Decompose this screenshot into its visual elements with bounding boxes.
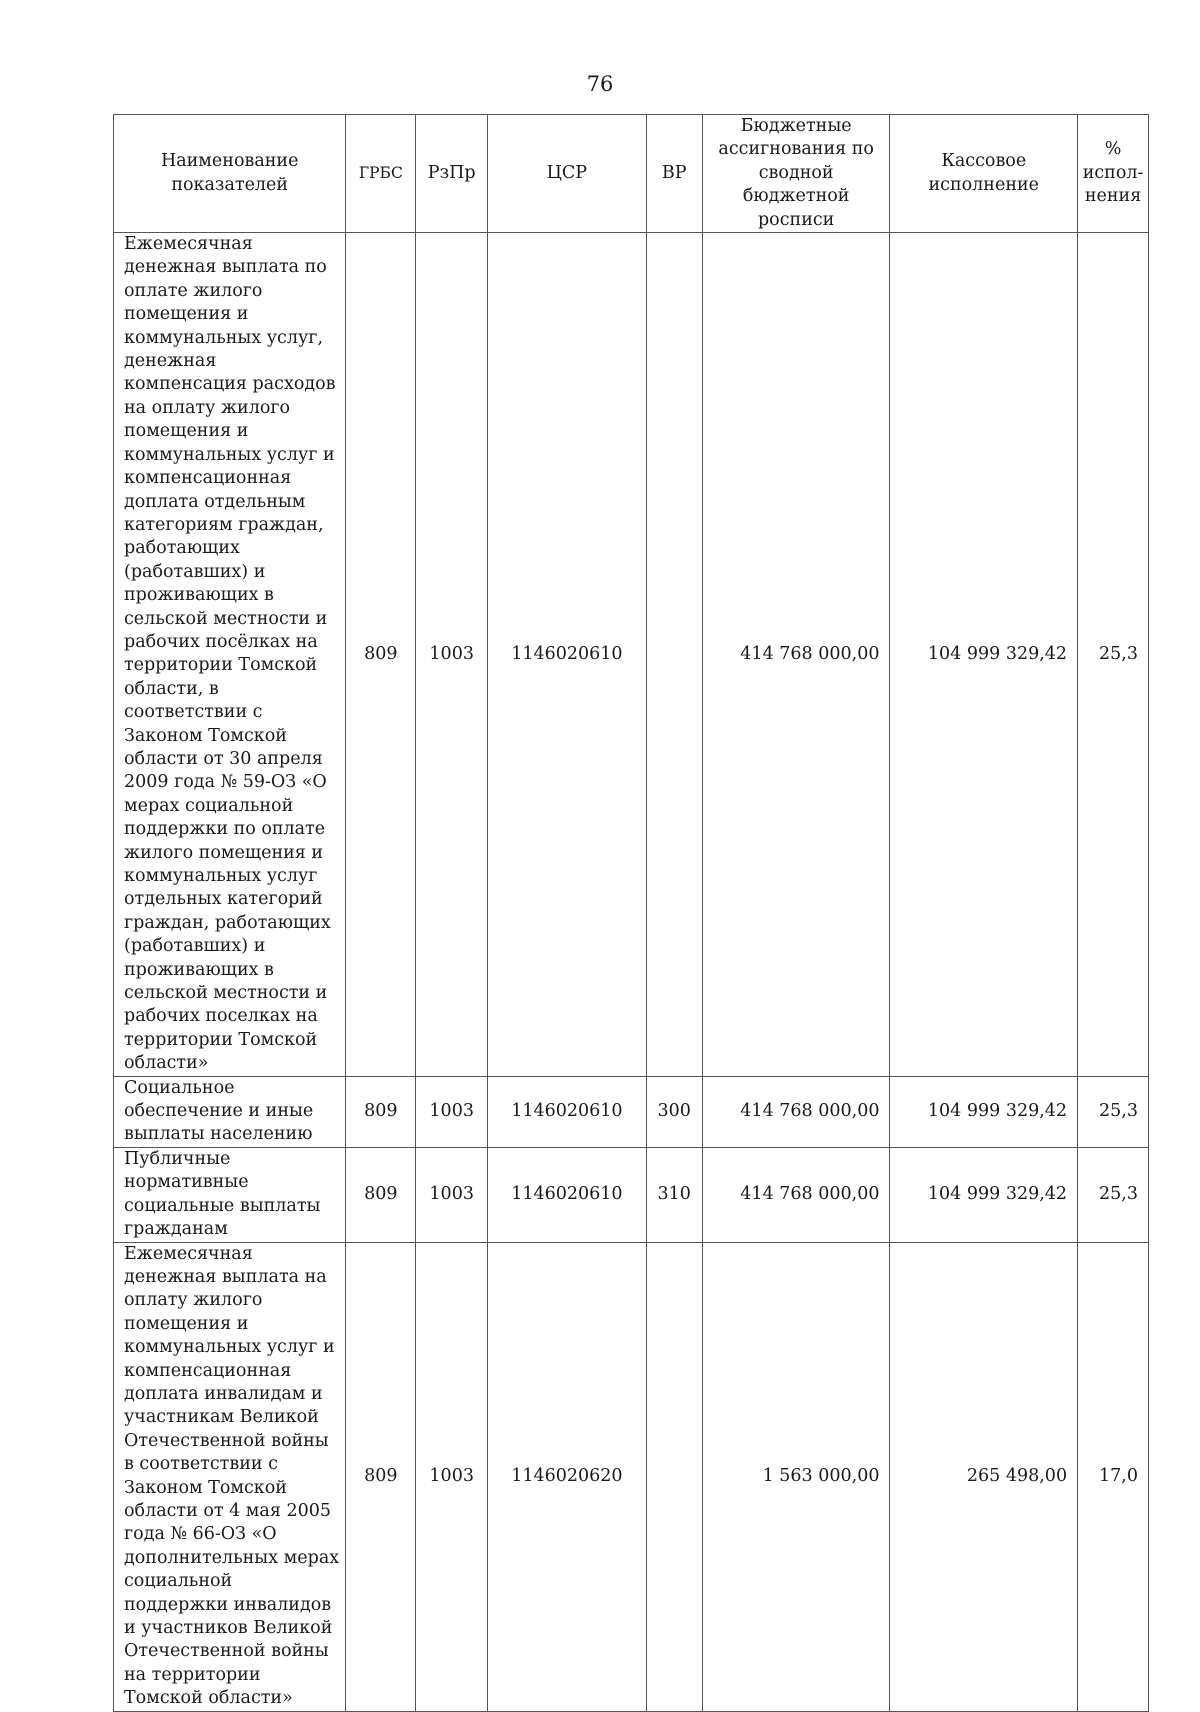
table-row xyxy=(114,233,1149,1077)
row-cash-execution: 104 999 329,42 xyxy=(890,233,1078,1077)
row-csr: 1146020610 xyxy=(488,1147,646,1242)
row-vr: 300 xyxy=(646,1076,702,1147)
row-cash-execution: 265 498,00 xyxy=(890,1242,1078,1711)
row-assignments: 414 768 000,00 xyxy=(702,1076,890,1147)
header-assignments: Бюджетные ассигнования по сводной бюджетной росписи xyxy=(702,115,890,233)
row-percent: 17,0 xyxy=(1078,1242,1149,1711)
row-assignments: 1 563 000,00 xyxy=(702,1242,890,1711)
table-row xyxy=(114,1076,1149,1147)
row-name: Публичные нормативные социальные выплаты гражданам xyxy=(114,1147,346,1242)
row-name: Ежемесячная денежная выплата на оплату жилого помещения и коммунальных услуг и компенсационная доплата инвалидам и участникам Великой Отечественной войны в соответствии с Законом Томской области от 4 мая 2005 года № 66-ОЗ «О дополнительных мерах социальной поддержки инвалидов и участников Великой Отечественной войны на территории Томской области» xyxy=(114,1242,346,1711)
header-vr: ВР xyxy=(646,115,702,233)
row-percent: 25,3 xyxy=(1078,1076,1149,1147)
row-rzpr: 1003 xyxy=(416,1147,488,1242)
header-cash-execution: Кассовое исполнение xyxy=(890,115,1078,233)
row-vr: 310 xyxy=(646,1147,702,1242)
row-csr: 1146020620 xyxy=(488,1242,646,1711)
row-cash-execution: 104 999 329,42 xyxy=(890,1076,1078,1147)
row-percent: 25,3 xyxy=(1078,1147,1149,1242)
row-percent: 25,3 xyxy=(1078,233,1149,1077)
header-name: Наименование показателей xyxy=(114,115,346,233)
row-csr: 1146020610 xyxy=(488,233,646,1077)
row-name: Социальное обеспечение и иные выплаты населению xyxy=(114,1076,346,1147)
row-grbs: 809 xyxy=(346,1147,416,1242)
row-assignments: 414 768 000,00 xyxy=(702,1147,890,1242)
row-rzpr: 1003 xyxy=(416,1242,488,1711)
row-grbs: 809 xyxy=(346,1076,416,1147)
row-cash-execution: 104 999 329,42 xyxy=(890,1147,1078,1242)
header-percent-execution: % испол-нения xyxy=(1078,115,1149,233)
row-rzpr: 1003 xyxy=(416,233,488,1077)
header-rzpr: РзПр xyxy=(416,115,488,233)
table-row xyxy=(114,1147,1149,1242)
budget-table xyxy=(113,114,1149,1712)
row-rzpr: 1003 xyxy=(416,1076,488,1147)
row-name: Ежемесячная денежная выплата по оплате жилого помещения и коммунальных услуг, денежная компенсация расходов на оплату жилого помещения и коммунальных услуг и компенсационная доплата отдельным категориям граждан, работающих (работавших) и проживающих в сельской местности и рабочих посёлках на территории Томской области, в соответствии с Законом Томской области от 30 апреля 2009 года № 59-ОЗ «О мерах социальной поддержки по оплате жилого помещения и коммунальных услуг отдельных категорий граждан, работающих (работавших) и проживающих в сельской местности и рабочих поселках на территории Томской области» xyxy=(114,233,346,1077)
table-row xyxy=(114,1242,1149,1711)
header-csr: ЦСР xyxy=(488,115,646,233)
table-header-row xyxy=(114,115,1149,233)
header-grbs: ГРБС xyxy=(346,115,416,233)
row-csr: 1146020610 xyxy=(488,1076,646,1147)
row-grbs: 809 xyxy=(346,233,416,1077)
row-assignments: 414 768 000,00 xyxy=(702,233,890,1077)
page-number: 76 xyxy=(586,72,614,96)
row-grbs: 809 xyxy=(346,1242,416,1711)
row-vr xyxy=(646,233,702,1077)
row-vr xyxy=(646,1242,702,1711)
